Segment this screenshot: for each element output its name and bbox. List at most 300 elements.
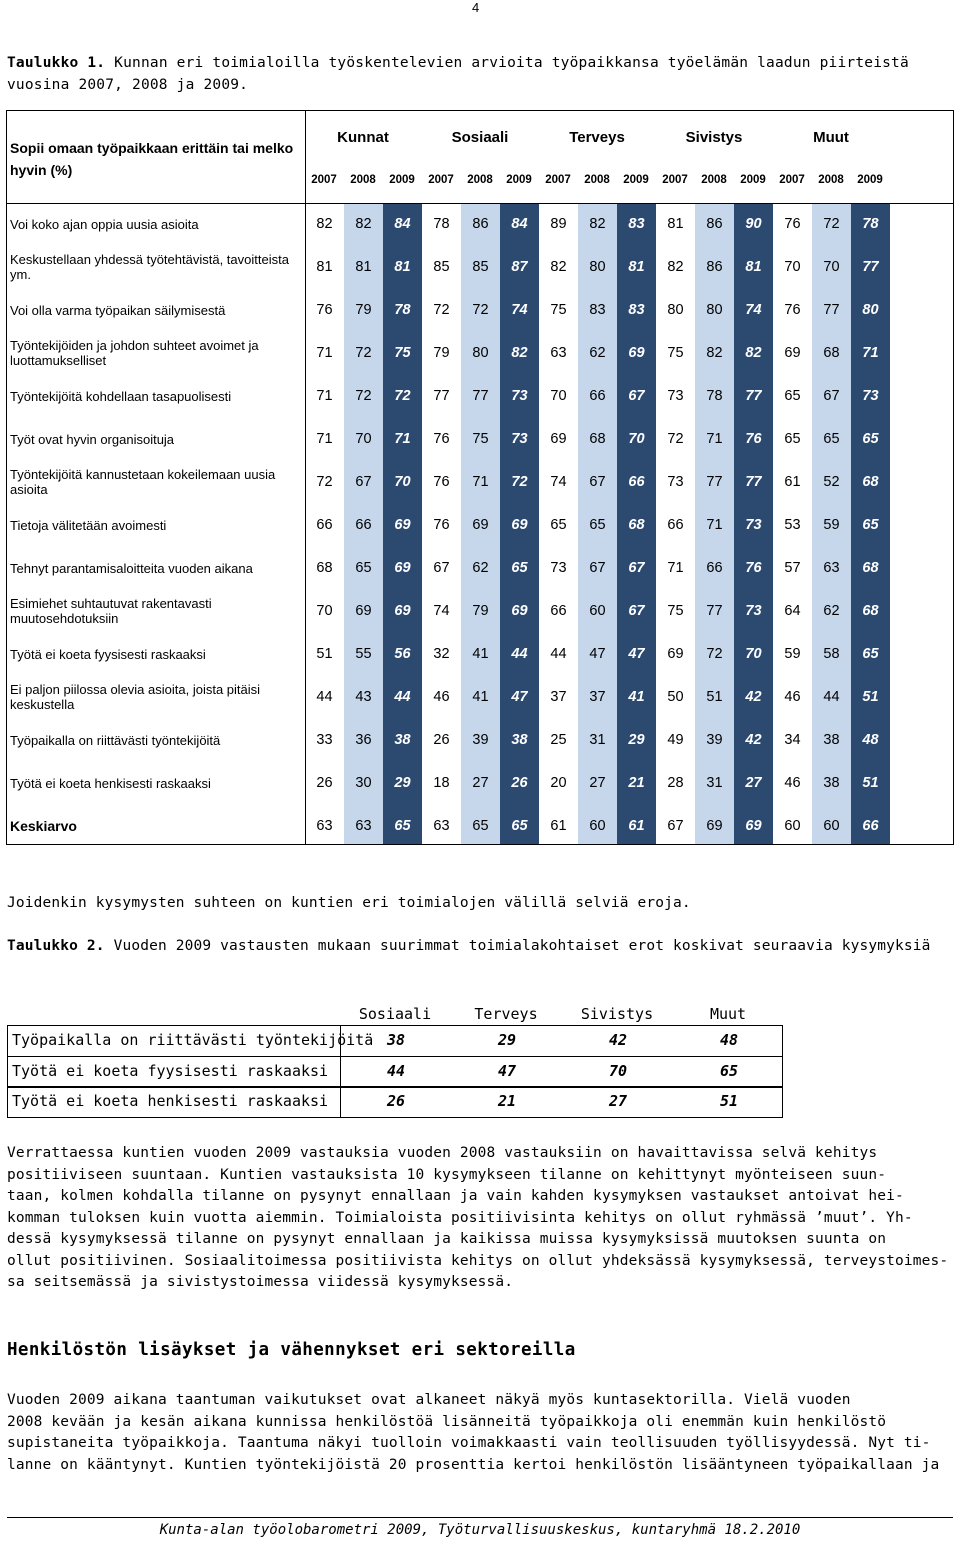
- value-cell: 79: [433, 345, 450, 361]
- value-cell: 39: [706, 732, 723, 748]
- value-cell: 67: [589, 474, 606, 490]
- value-cell: 37: [550, 689, 567, 705]
- value-cell: 38: [394, 732, 411, 748]
- table-row: [7, 462, 953, 505]
- table-row: [7, 376, 953, 419]
- value-cell: 71: [862, 345, 879, 361]
- value-cell: 27: [745, 775, 762, 791]
- value-cell: 63: [355, 818, 372, 834]
- value-cell: 46: [784, 775, 801, 791]
- value-cell: 65: [862, 517, 879, 533]
- value-cell: 75: [472, 431, 489, 447]
- value-cell: 46: [433, 689, 450, 705]
- value-cell: 67: [433, 560, 450, 576]
- value-cell: 82: [550, 259, 567, 275]
- value-cell: 39: [472, 732, 489, 748]
- value-cell: 63: [433, 818, 450, 834]
- table-row: [7, 204, 953, 247]
- value-cell: 47: [628, 646, 645, 662]
- table1: [6, 110, 954, 845]
- value-cell: 30: [355, 775, 372, 791]
- value-cell: 55: [355, 646, 372, 662]
- value-cell: 68: [823, 345, 840, 361]
- value-cell: 82: [706, 345, 723, 361]
- value-cell: 82: [316, 216, 333, 232]
- year-header: 2009: [623, 174, 649, 186]
- value-cell: 41: [628, 689, 645, 705]
- value-cell: 52: [823, 474, 840, 490]
- year-header: 2007: [779, 174, 805, 186]
- text-line: 2008 kevään ja kesän aikana kunnissa henkilöstöä lisänneitä työpaikkoja oli enemmän kuin henkilöstö: [7, 1413, 887, 1430]
- value-cell: 62: [472, 560, 489, 576]
- value-cell: 75: [394, 345, 411, 361]
- table2: [7, 1000, 783, 1121]
- value-cell: 38: [511, 732, 528, 748]
- value-cell: 71: [667, 560, 684, 576]
- value-cell: 68: [862, 560, 879, 576]
- value-cell: 73: [745, 517, 762, 533]
- value-cell: 69: [628, 345, 645, 361]
- value-cell: 66: [667, 517, 684, 533]
- table-row: [7, 548, 953, 591]
- value-cell: 87: [511, 259, 528, 275]
- value-cell: 72: [433, 302, 450, 318]
- paragraph-recession: [7, 1390, 953, 1476]
- value-cell: 75: [667, 345, 684, 361]
- value-cell: 76: [433, 474, 450, 490]
- value-cell: 80: [589, 259, 606, 275]
- year-header: 2009: [740, 174, 766, 186]
- year-header: 2007: [428, 174, 454, 186]
- value-cell: 50: [667, 689, 684, 705]
- value-cell: 77: [862, 259, 879, 275]
- value-cell: 65: [511, 818, 528, 834]
- value-cell: 21: [628, 775, 645, 791]
- value-cell: 71: [706, 431, 723, 447]
- value-cell: 65: [784, 388, 801, 404]
- value-cell: 76: [784, 216, 801, 232]
- value-cell: 26: [316, 775, 333, 791]
- value-cell: 66: [316, 517, 333, 533]
- value-cell: 58: [823, 646, 840, 662]
- table2-header: Muut: [709, 1005, 747, 1023]
- value-cell: 61: [628, 818, 645, 834]
- text-line: supistaneita työpaikkoja. Taantuma näkyi tuolloin voimakkaasti vain teollisuuden työllisyydessä. Nyt ti-: [7, 1435, 931, 1451]
- value-cell: 67: [355, 474, 372, 490]
- value-cell: 72: [394, 388, 411, 404]
- value-cell: 83: [628, 302, 645, 318]
- value-cell: 68: [628, 517, 645, 533]
- text-line: ollut positiivinen. Sosiaalitoimessa positiivista kehitys on ollut yhdeksässä kysymyksessä, terveystoimes-: [7, 1252, 949, 1269]
- value-cell: 73: [667, 474, 684, 490]
- group-header-2: Terveys: [569, 129, 625, 146]
- value-cell: 68: [589, 431, 606, 447]
- row-label: Tehnyt parantamisaloitteita vuoden aikana: [10, 561, 253, 576]
- value-cell: 78: [706, 388, 723, 404]
- value-cell: 51: [862, 689, 879, 705]
- value-cell: 67: [628, 560, 645, 576]
- value-cell: 77: [706, 474, 723, 490]
- paragraph-differences: Joidenkin kysymysten suhteen on kuntien eri toimialojen välillä selviä eroja.: [7, 895, 691, 911]
- row-label: Tietoja välitetään avoimesti: [10, 518, 167, 533]
- value-cell: 82: [355, 216, 372, 232]
- group-header-1: Sosiaali: [451, 129, 509, 146]
- value-cell: 70: [745, 646, 762, 662]
- value-cell: 73: [511, 431, 528, 447]
- table-row: [7, 591, 953, 634]
- value-cell: 18: [433, 775, 450, 791]
- year-header: 2008: [584, 174, 610, 186]
- paragraph-comparison: [7, 1143, 953, 1294]
- value-cell: 75: [550, 302, 567, 318]
- value-cell: 65: [862, 646, 879, 662]
- page-footer: Kunta-alan työolobarometri 2009, Työturvallisuuskeskus, kuntaryhmä 18.2.2010: [159, 1522, 801, 1538]
- value-cell: 32: [433, 646, 450, 662]
- table-row: [7, 634, 953, 677]
- text-line: positiiviseen suuntaan. Kuntien vastauksista 10 kysymykseen tilanne on kehittynyt myönteiseen suun-: [7, 1166, 887, 1183]
- value-cell: 81: [394, 259, 411, 275]
- value-cell: 69: [706, 818, 723, 834]
- value-cell: 77: [706, 603, 723, 619]
- table2-value: 51: [719, 1092, 739, 1110]
- value-cell: 72: [316, 474, 333, 490]
- table1-header: [7, 111, 953, 204]
- value-cell: 69: [511, 603, 528, 619]
- value-cell: 82: [667, 259, 684, 275]
- value-cell: 44: [823, 689, 840, 705]
- value-cell: 29: [628, 732, 645, 748]
- value-cell: 85: [472, 259, 489, 275]
- value-cell: 68: [316, 560, 333, 576]
- value-cell: 72: [706, 646, 723, 662]
- table-row: [7, 247, 953, 290]
- value-cell: 77: [745, 474, 762, 490]
- value-cell: 53: [784, 517, 801, 533]
- value-cell: 63: [316, 818, 333, 834]
- value-cell: 67: [823, 388, 840, 404]
- value-cell: 86: [706, 259, 723, 275]
- table2-header: Sosiaali: [358, 1005, 432, 1023]
- row-label: Työntekijöitä kannustetaan kokeilemaan uusia asioita: [10, 467, 276, 497]
- table2-row-label: Työtä ei koeta henkisesti raskaaksi: [12, 1092, 329, 1110]
- value-cell: 69: [394, 517, 411, 533]
- value-cell: 66: [628, 474, 645, 490]
- value-cell: 31: [589, 732, 606, 748]
- table2-caption: [7, 936, 953, 958]
- value-cell: 47: [589, 646, 606, 662]
- value-cell: 70: [628, 431, 645, 447]
- table2-row: [7, 1056, 783, 1088]
- value-cell: 84: [394, 216, 411, 232]
- value-cell: 72: [355, 388, 372, 404]
- value-cell: 20: [550, 775, 567, 791]
- value-cell: 60: [589, 603, 606, 619]
- row-label: Työtä ei koeta fyysisesti raskaaksi: [10, 647, 206, 662]
- value-cell: 49: [667, 732, 684, 748]
- value-cell: 28: [667, 775, 684, 791]
- table2-value: 38: [386, 1031, 406, 1049]
- table-row: [7, 677, 953, 720]
- value-cell: 71: [316, 345, 333, 361]
- value-cell: 70: [823, 259, 840, 275]
- value-cell: 73: [745, 603, 762, 619]
- value-cell: 44: [511, 646, 528, 662]
- value-cell: 81: [628, 259, 645, 275]
- value-cell: 38: [823, 775, 840, 791]
- value-cell: 79: [355, 302, 372, 318]
- value-cell: 81: [667, 216, 684, 232]
- value-cell: 26: [433, 732, 450, 748]
- value-cell: 41: [472, 646, 489, 662]
- text-line: komman tuloksen kuin vuotta aiemmin. Toimialoista positiivisinta kehitys on ollut ryhmässä ’muut’. Yh-: [7, 1209, 913, 1226]
- value-cell: 70: [355, 431, 372, 447]
- value-cell: 81: [316, 259, 333, 275]
- value-cell: 81: [745, 259, 762, 275]
- value-cell: 69: [550, 431, 567, 447]
- value-cell: 68: [862, 603, 879, 619]
- value-cell: 76: [433, 517, 450, 533]
- value-cell: 67: [628, 388, 645, 404]
- value-cell: 31: [706, 775, 723, 791]
- value-cell: 64: [784, 603, 801, 619]
- value-cell: 29: [394, 775, 411, 791]
- year-header: 2007: [662, 174, 688, 186]
- value-cell: 76: [784, 302, 801, 318]
- value-cell: 80: [706, 302, 723, 318]
- value-cell: 61: [550, 818, 567, 834]
- table2-value: 21: [497, 1092, 517, 1110]
- year-header: 2007: [545, 174, 571, 186]
- table1-caption-label: Taulukko 1.: [7, 55, 106, 71]
- value-cell: 63: [823, 560, 840, 576]
- table-row: [7, 505, 953, 548]
- value-cell: 65: [589, 517, 606, 533]
- value-cell: 74: [433, 603, 450, 619]
- table-row: [7, 419, 953, 462]
- value-cell: 72: [472, 302, 489, 318]
- value-cell: 65: [550, 517, 567, 533]
- value-cell: 65: [784, 431, 801, 447]
- value-cell: 66: [706, 560, 723, 576]
- value-cell: 65: [355, 560, 372, 576]
- value-cell: 73: [862, 388, 879, 404]
- value-cell: 68: [862, 474, 879, 490]
- value-cell: 36: [355, 732, 372, 748]
- row-label: Työntekijöitä kohdellaan tasapuolisesti: [10, 389, 232, 404]
- value-cell: 71: [706, 517, 723, 533]
- value-cell: 69: [394, 603, 411, 619]
- value-cell: 66: [550, 603, 567, 619]
- value-cell: 72: [823, 216, 840, 232]
- value-cell: 34: [784, 732, 801, 748]
- value-cell: 81: [355, 259, 372, 275]
- value-cell: 66: [355, 517, 372, 533]
- value-cell: 62: [589, 345, 606, 361]
- value-cell: 44: [550, 646, 567, 662]
- value-cell: 82: [745, 345, 762, 361]
- text-line: dessä kysymyksessä tilanne on pysynyt ennallaan ja kaikissa muissa kysymyksissä muutoksen suunta on: [7, 1231, 887, 1247]
- text-line: taan, kolmen kohdalla tilanne on pysynyt ennallaan ja vain kahden kysymyksen vastaukset antoivat hei-: [7, 1188, 904, 1204]
- value-cell: 76: [745, 431, 762, 447]
- value-cell: 74: [511, 302, 528, 318]
- value-cell: 82: [511, 345, 528, 361]
- value-cell: 72: [355, 345, 372, 361]
- row-label: Ei paljon piilossa olevia asioita, joista pitäisi keskustella: [10, 682, 261, 712]
- value-cell: 82: [589, 216, 606, 232]
- value-cell: 62: [823, 603, 840, 619]
- value-cell: 70: [550, 388, 567, 404]
- table-row: [7, 333, 953, 376]
- value-cell: 26: [511, 775, 528, 791]
- value-cell: 73: [511, 388, 528, 404]
- value-cell: 67: [667, 818, 684, 834]
- row-label: Voi koko ajan oppia uusia asioita: [10, 217, 199, 232]
- row-label: Työntekijöiden ja johdon suhteet avoimet ja luottamukselliset: [10, 338, 259, 368]
- value-cell: 66: [862, 818, 879, 834]
- value-cell: 80: [667, 302, 684, 318]
- value-cell: 80: [862, 302, 879, 318]
- value-cell: 65: [823, 431, 840, 447]
- value-cell: 42: [745, 689, 762, 705]
- value-cell: 71: [394, 431, 411, 447]
- value-cell: 77: [823, 302, 840, 318]
- value-cell: 85: [433, 259, 450, 275]
- group-header-3: Sivistys: [685, 129, 743, 146]
- value-cell: 61: [784, 474, 801, 490]
- table-row: [7, 806, 953, 849]
- value-cell: 44: [316, 689, 333, 705]
- table2-value: 47: [497, 1061, 517, 1080]
- table2-value: 29: [497, 1031, 517, 1049]
- value-cell: 25: [550, 732, 567, 748]
- table2-row-label: Työtä ei koeta fyysisesti raskaaksi: [12, 1061, 329, 1080]
- value-cell: 69: [355, 603, 372, 619]
- value-cell: 65: [511, 560, 528, 576]
- year-header: 2008: [818, 174, 844, 186]
- value-cell: 57: [784, 560, 801, 576]
- value-cell: 33: [316, 732, 333, 748]
- text-line: Vuoden 2009 aikana taantuman vaikutukset ovat alkaneet näkyä myös kuntasektorilla. Vielä vuoden: [7, 1392, 851, 1408]
- value-cell: 71: [316, 388, 333, 404]
- value-cell: 70: [316, 603, 333, 619]
- table2-value: 26: [386, 1092, 406, 1110]
- group-header-4: Muut: [813, 129, 849, 146]
- value-cell: 63: [550, 345, 567, 361]
- value-cell: 83: [589, 302, 606, 318]
- row-label: Työpaikalla on riittävästi työntekijöitä: [10, 733, 221, 748]
- group-header-0: Kunnat: [337, 129, 389, 146]
- value-cell: 71: [316, 431, 333, 447]
- value-cell: 42: [745, 732, 762, 748]
- table1-caption-text: Kunnan eri toimialoilla työskentelevien arvioita työpaikkansa työelämän laadun piirteistä vuosina 2007, 2008 ja 2009.: [7, 55, 909, 93]
- table1-caption: [7, 52, 947, 96]
- value-cell: 59: [784, 646, 801, 662]
- table2-caption-text: Vuoden 2009 vastausten mukaan suurimmat toimialakohtaiset erot koskivat seuraavia kysymyksiä: [104, 938, 931, 954]
- value-cell: 86: [706, 216, 723, 232]
- value-cell: 78: [862, 216, 879, 232]
- row-label: Keskustellaan yhdessä työtehtävistä, tavoitteista ym.: [10, 252, 289, 282]
- year-header: 2009: [857, 174, 883, 186]
- value-cell: 27: [589, 775, 606, 791]
- value-cell: 76: [316, 302, 333, 318]
- table-row: [7, 290, 953, 333]
- value-cell: 69: [394, 560, 411, 576]
- value-cell: 51: [316, 646, 333, 662]
- row-label: Työtä ei koeta henkisesti raskaaksi: [10, 776, 211, 791]
- value-cell: 43: [355, 689, 372, 705]
- value-cell: 48: [862, 732, 879, 748]
- value-cell: 74: [745, 302, 762, 318]
- value-cell: 37: [589, 689, 606, 705]
- table2-row-label: Työpaikalla on riittävästi työntekijöitä: [12, 1031, 374, 1049]
- value-cell: 73: [667, 388, 684, 404]
- value-cell: 60: [589, 818, 606, 834]
- value-cell: 76: [745, 560, 762, 576]
- value-cell: 75: [667, 603, 684, 619]
- value-cell: 72: [667, 431, 684, 447]
- table2-caption-label: Taulukko 2.: [7, 938, 105, 954]
- value-cell: 60: [784, 818, 801, 834]
- value-cell: 77: [745, 388, 762, 404]
- table2-header: Terveys: [474, 1005, 538, 1023]
- value-cell: 67: [628, 603, 645, 619]
- value-cell: 77: [472, 388, 489, 404]
- value-cell: 78: [394, 302, 411, 318]
- table2-value: 65: [719, 1061, 739, 1080]
- table2-row: [7, 1025, 783, 1057]
- value-cell: 41: [472, 689, 489, 705]
- value-cell: 47: [511, 689, 528, 705]
- value-cell: 69: [784, 345, 801, 361]
- value-cell: 46: [784, 689, 801, 705]
- page-number: 4: [472, 0, 480, 15]
- table2-value: 70: [608, 1061, 628, 1080]
- value-cell: 70: [784, 259, 801, 275]
- value-cell: 65: [472, 818, 489, 834]
- table2-value: 42: [608, 1031, 628, 1049]
- year-header: 2007: [311, 174, 337, 186]
- value-cell: 69: [511, 517, 528, 533]
- year-header: 2008: [467, 174, 493, 186]
- value-cell: 27: [472, 775, 489, 791]
- table2-value: 48: [719, 1031, 739, 1049]
- value-cell: 70: [394, 474, 411, 490]
- text-line: Verrattaessa kuntien vuoden 2009 vastauksia vuoden 2008 vastauksiin on havaittavissa selvä kehitys: [7, 1145, 878, 1161]
- table1-header-label: Sopii omaan työpaikkaan erittäin tai melko hyvin (%): [10, 140, 294, 178]
- value-cell: 80: [472, 345, 489, 361]
- value-cell: 44: [394, 689, 411, 705]
- row-label: Keskiarvo: [10, 818, 77, 834]
- value-cell: 65: [394, 818, 411, 834]
- value-cell: 86: [472, 216, 489, 232]
- table2-row: [7, 1086, 783, 1118]
- value-cell: 69: [472, 517, 489, 533]
- value-cell: 71: [472, 474, 489, 490]
- value-cell: 69: [667, 646, 684, 662]
- table-row: [7, 720, 953, 763]
- year-header: 2008: [701, 174, 727, 186]
- section-heading: Henkilöstön lisäykset ja vähennykset eri sektoreilla: [7, 1340, 576, 1360]
- table2-value: 27: [608, 1092, 628, 1110]
- value-cell: 69: [745, 818, 762, 834]
- value-cell: 90: [745, 216, 762, 232]
- value-cell: 73: [550, 560, 567, 576]
- value-cell: 51: [862, 775, 879, 791]
- text-line: sa seitsemässä ja sivistystoimessa viidessä kysymyksessä.: [7, 1274, 514, 1290]
- value-cell: 78: [433, 216, 450, 232]
- text-line: lanne on kääntynyt. Kuntien työntekijöistä 20 prosenttia kertoi henkilöstön lisääntyneen työpaikallaan ja: [7, 1456, 940, 1473]
- row-label: Työt ovat hyvin organisoituja: [10, 432, 175, 447]
